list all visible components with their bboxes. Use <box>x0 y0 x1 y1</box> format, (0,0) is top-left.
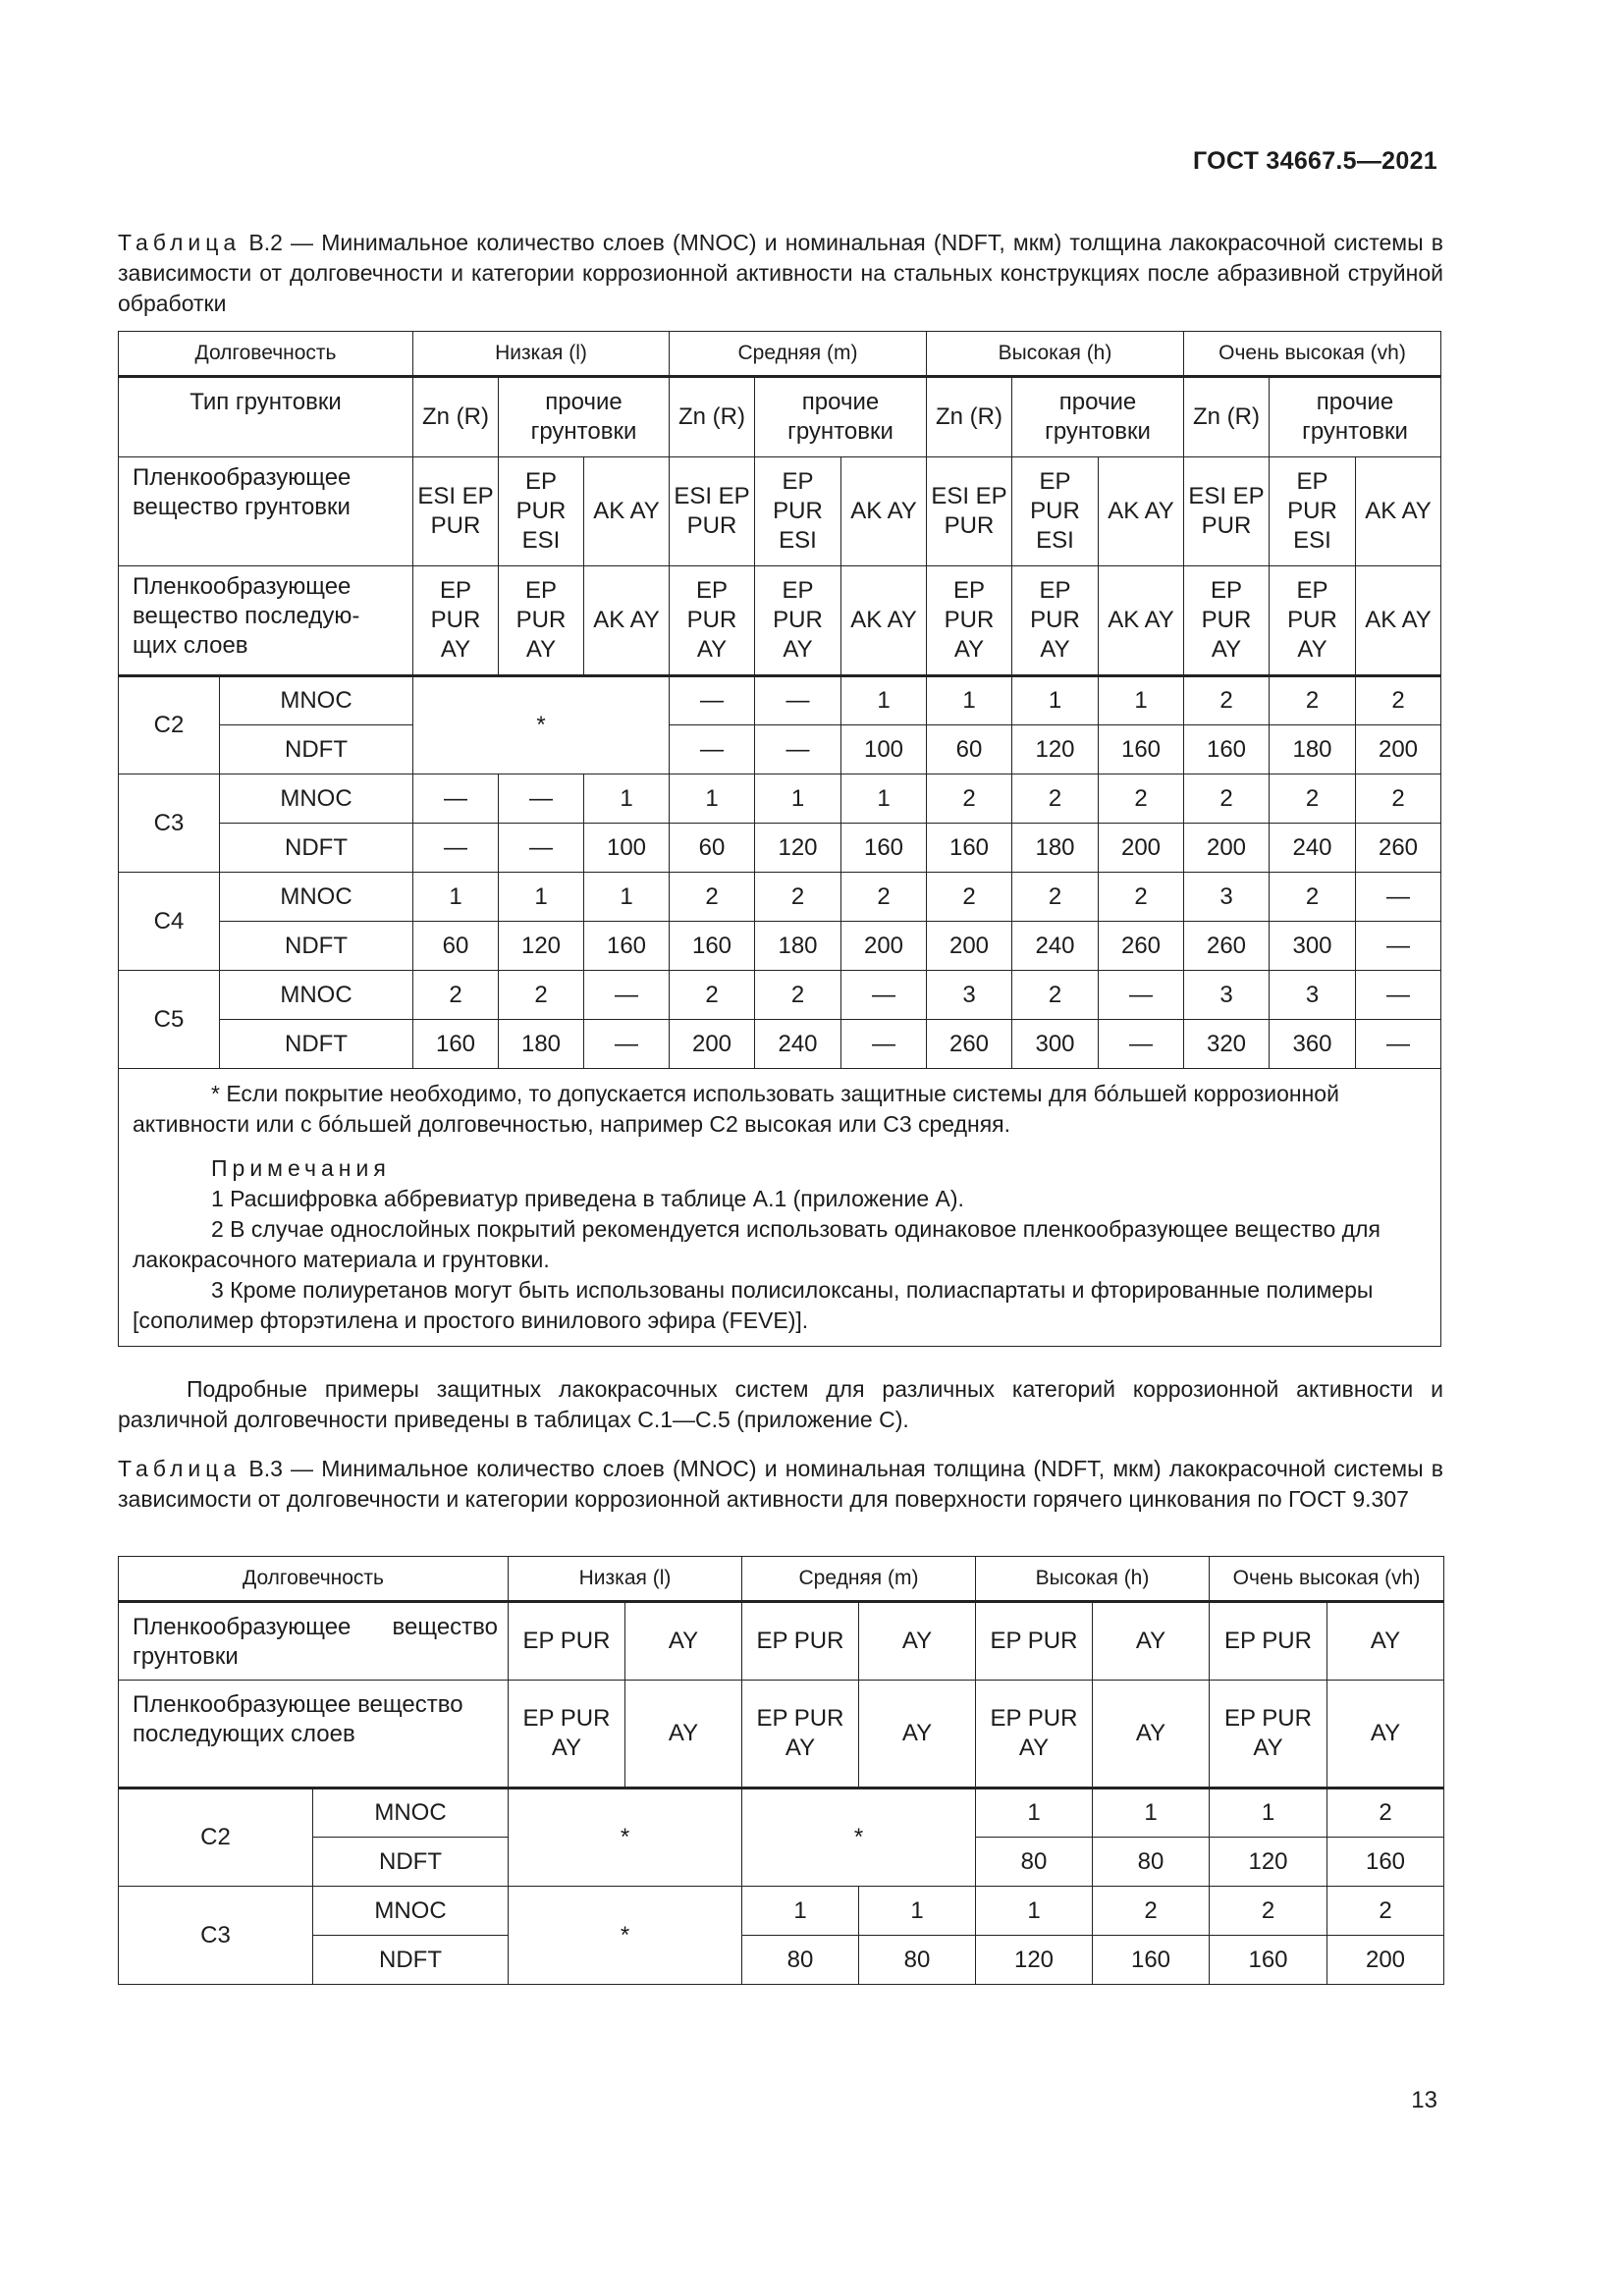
value-cell: 1 <box>1012 676 1099 725</box>
value-cell: — <box>413 774 499 824</box>
value-cell: 2 <box>1012 873 1099 922</box>
value-cell: — <box>1356 873 1441 922</box>
durability-row <box>119 332 1441 377</box>
primer-other: прочие грунтовки <box>1270 377 1441 457</box>
value-cell: 160 <box>1099 725 1184 774</box>
binder-cell: ESI EP PUR <box>927 457 1012 566</box>
value-cell: 320 <box>1184 1020 1270 1069</box>
binder-cell: EP PUR <box>509 1602 625 1681</box>
value-cell: 160 <box>584 922 670 971</box>
value-cell: 200 <box>1184 824 1270 873</box>
subsequent-binder-label: Пленкообразующее вещество последую-щих слоев <box>119 566 413 676</box>
binder-cell: ESI EP PUR <box>670 457 755 566</box>
value-cell: 2 <box>1184 774 1270 824</box>
binder-cell: EP PUR ESI <box>499 457 584 566</box>
ndft-label: NDFT <box>220 1020 413 1069</box>
primer-binder-row <box>119 457 1441 566</box>
value-cell: 60 <box>413 922 499 971</box>
value-cell: 2 <box>927 774 1012 824</box>
category-c3: C3 <box>119 774 220 873</box>
ndft-label: NDFT <box>220 725 413 774</box>
value-cell: 2 <box>1184 676 1270 725</box>
primer-other: прочие грунтовки <box>755 377 927 457</box>
binder-cell: AK AY <box>1099 457 1184 566</box>
table-row <box>119 971 1441 1020</box>
value-cell: 2 <box>1012 971 1099 1020</box>
binder-cell: AY <box>1093 1602 1210 1681</box>
binder-cell: ESI EP PUR <box>413 457 499 566</box>
value-cell: 1 <box>976 1887 1093 1936</box>
binder-cell: AY <box>625 1602 742 1681</box>
value-cell: 1 <box>1099 676 1184 725</box>
value-cell: — <box>499 774 584 824</box>
binder-cell: EP PUR <box>742 1602 859 1681</box>
table-notes <box>119 1069 1441 1347</box>
value-cell: 200 <box>1356 725 1441 774</box>
value-cell: 80 <box>976 1838 1093 1887</box>
binder-cell: EP PUR AY <box>1270 566 1356 676</box>
ndft-label: NDFT <box>220 824 413 873</box>
value-cell: 3 <box>1184 873 1270 922</box>
binder-cell: AK AY <box>1099 566 1184 676</box>
value-cell: 2 <box>1356 774 1441 824</box>
binder-cell: EP PUR AY <box>755 566 841 676</box>
value-cell: 2 <box>413 971 499 1020</box>
binder-cell: EP PUR AY <box>1210 1681 1327 1789</box>
mnoc-label: MNOC <box>220 971 413 1020</box>
table-b3 <box>118 1556 1444 1985</box>
binder-cell: AK AY <box>841 566 927 676</box>
value-cell: 2 <box>1327 1887 1444 1936</box>
table-b2 <box>118 331 1441 1347</box>
table-row <box>119 676 1441 725</box>
durability-very-high: Очень высокая (vh) <box>1184 332 1441 377</box>
value-cell: 160 <box>413 1020 499 1069</box>
binder-cell: EP PUR AY <box>742 1681 859 1789</box>
value-cell: 200 <box>1099 824 1184 873</box>
value-cell: 1 <box>859 1887 976 1936</box>
category-c3: C3 <box>119 1887 313 1985</box>
value-cell: 160 <box>1093 1936 1210 1985</box>
note-item: 2 В случае однослойных покрытий рекомендуется использовать одинаковое пленкообразующее вещество для лакокрасочного материала и грунтовки. <box>133 1216 1380 1272</box>
value-cell: 1 <box>841 774 927 824</box>
value-cell: 1 <box>976 1789 1093 1838</box>
table-row <box>119 1789 1444 1838</box>
value-cell: 2 <box>1012 774 1099 824</box>
value-cell: — <box>1099 971 1184 1020</box>
value-cell: 120 <box>499 922 584 971</box>
body-paragraph: Подробные примеры защитных лакокрасочных систем для различных категорий коррозионной активности и различной долговечности приведены в таблицах С.1—С.5 (приложение С). <box>118 1376 1443 1432</box>
value-cell: 2 <box>1270 676 1356 725</box>
durability-high: Высокая (h) <box>927 332 1184 377</box>
table-row <box>119 725 1441 774</box>
binder-cell: EP PUR ESI <box>1270 457 1356 566</box>
subsequent-binder-label: Пленкообразующее вещество последующих слоев <box>119 1681 509 1789</box>
table-b2-caption <box>118 228 1443 319</box>
value-cell: 1 <box>742 1887 859 1936</box>
star-cell: * <box>413 676 670 774</box>
subsequent-binder-row <box>119 1681 1444 1789</box>
primer-type-row <box>119 377 1441 457</box>
value-cell: 1 <box>413 873 499 922</box>
star-cell: * <box>509 1789 742 1887</box>
primer-zn: Zn (R) <box>927 377 1012 457</box>
value-cell: 240 <box>755 1020 841 1069</box>
value-cell: 160 <box>1210 1936 1327 1985</box>
primer-zn: Zn (R) <box>413 377 499 457</box>
value-cell: 180 <box>1012 824 1099 873</box>
primer-binder-row <box>119 1602 1444 1681</box>
notes-title: Примечания <box>211 1155 391 1181</box>
value-cell: 3 <box>927 971 1012 1020</box>
value-cell: — <box>413 824 499 873</box>
value-cell: 160 <box>841 824 927 873</box>
binder-cell: EP PUR ESI <box>1012 457 1099 566</box>
value-cell: 2 <box>755 971 841 1020</box>
caption-label: Таблица <box>118 1456 242 1481</box>
value-cell: — <box>841 1020 927 1069</box>
value-cell: 1 <box>584 774 670 824</box>
value-cell: 2 <box>1327 1789 1444 1838</box>
value-cell: — <box>1356 922 1441 971</box>
caption-text: В.3 — Минимальное количество слоев (MNOC) и номинальная толщина (NDFT, мкм) лакокрасочной системы в зависимости от долговечности и категории коррозионной активности для поверхности горячего цинкования по ГОСТ 9.307 <box>118 1456 1443 1512</box>
binder-cell: AY <box>1093 1681 1210 1789</box>
star-cell: * <box>509 1887 742 1985</box>
category-c4: C4 <box>119 873 220 971</box>
value-cell: 3 <box>1184 971 1270 1020</box>
mnoc-label: MNOC <box>220 873 413 922</box>
value-cell: 160 <box>1184 725 1270 774</box>
binder-cell: EP PUR AY <box>670 566 755 676</box>
value-cell: 160 <box>1327 1838 1444 1887</box>
binder-cell: AY <box>625 1681 742 1789</box>
binder-cell: EP PUR <box>1210 1602 1327 1681</box>
standard-header: ГОСТ 34667.5—2021 <box>1192 147 1437 175</box>
value-cell: 2 <box>841 873 927 922</box>
durability-very-high: Очень высокая (vh) <box>1210 1557 1444 1602</box>
value-cell: 80 <box>859 1936 976 1985</box>
value-cell: 200 <box>1327 1936 1444 1985</box>
binder-cell: AK AY <box>584 457 670 566</box>
binder-cell: EP PUR ESI <box>755 457 841 566</box>
value-cell: — <box>755 725 841 774</box>
value-cell: 2 <box>927 873 1012 922</box>
value-cell: — <box>584 1020 670 1069</box>
value-cell: 1 <box>1093 1789 1210 1838</box>
value-cell: 180 <box>1270 725 1356 774</box>
value-cell: 260 <box>1356 824 1441 873</box>
table-row <box>119 1936 1444 1985</box>
primer-zn: Zn (R) <box>1184 377 1270 457</box>
binder-cell: EP PUR <box>976 1602 1093 1681</box>
notes-row <box>119 1069 1441 1347</box>
binder-cell: EP PUR AY <box>499 566 584 676</box>
value-cell: 2 <box>670 971 755 1020</box>
binder-cell: AK AY <box>1356 566 1441 676</box>
table-row <box>119 774 1441 824</box>
category-c5: C5 <box>119 971 220 1069</box>
value-cell: 1 <box>1210 1789 1327 1838</box>
mnoc-label: MNOC <box>220 774 413 824</box>
table-row <box>119 1887 1444 1936</box>
category-c2: C2 <box>119 1789 313 1887</box>
binder-cell: AY <box>1327 1602 1444 1681</box>
durability-medium: Средняя (m) <box>742 1557 976 1602</box>
primer-binder-label: Пленкообразующее вещество грунтовки <box>119 1602 509 1681</box>
mnoc-label: MNOC <box>313 1887 509 1936</box>
value-cell: 240 <box>1270 824 1356 873</box>
value-cell: — <box>499 824 584 873</box>
value-cell: 260 <box>1184 922 1270 971</box>
durability-label: Долговечность <box>119 332 413 377</box>
binder-cell: AY <box>859 1681 976 1789</box>
mnoc-label: MNOC <box>313 1789 509 1838</box>
table-row <box>119 922 1441 971</box>
value-cell: 80 <box>1093 1838 1210 1887</box>
value-cell: 2 <box>1356 676 1441 725</box>
binder-cell: ESI EP PUR <box>1184 457 1270 566</box>
value-cell: 3 <box>1270 971 1356 1020</box>
primer-other: прочие грунтовки <box>499 377 670 457</box>
value-cell: 1 <box>841 676 927 725</box>
table-row <box>119 873 1441 922</box>
binder-cell: EP PUR AY <box>976 1681 1093 1789</box>
value-cell: — <box>841 971 927 1020</box>
value-cell: 1 <box>670 774 755 824</box>
binder-cell: AK AY <box>584 566 670 676</box>
value-cell: 1 <box>927 676 1012 725</box>
value-cell: 60 <box>670 824 755 873</box>
table-row <box>119 1020 1441 1069</box>
caption-text: В.2 — Минимальное количество слоев (MNOC) и номинальная (NDFT, мкм) толщина лакокрасочной системы в зависимости от долговечности и категории коррозионной активности на стальных конструкциях после абразивной струйной обработки <box>118 230 1443 316</box>
binder-cell: AK AY <box>841 457 927 566</box>
page-number: 13 <box>1411 2087 1437 2113</box>
value-cell: 2 <box>1210 1887 1327 1936</box>
value-cell: 180 <box>755 922 841 971</box>
value-cell: 1 <box>499 873 584 922</box>
value-cell: 2 <box>670 873 755 922</box>
value-cell: 260 <box>927 1020 1012 1069</box>
ndft-label: NDFT <box>220 922 413 971</box>
durability-label: Долговечность <box>119 1557 509 1602</box>
value-cell: 2 <box>1270 873 1356 922</box>
value-cell: 120 <box>755 824 841 873</box>
value-cell: 100 <box>841 725 927 774</box>
note-item: 1 Расшифровка аббревиатур приведена в таблице А.1 (приложение А). <box>211 1186 964 1211</box>
value-cell: 120 <box>1012 725 1099 774</box>
ndft-label: NDFT <box>313 1936 509 1985</box>
value-cell: 2 <box>1099 774 1184 824</box>
note-item: 3 Кроме полиуретанов могут быть использованы полисилоксаны, полиаспартаты и фторированные полимеры [сополимер фторэтилена и простого винилового эфира (FEVE)]. <box>133 1277 1374 1333</box>
binder-cell: EP PUR AY <box>509 1681 625 1789</box>
table-b3-caption <box>118 1454 1443 1515</box>
value-cell: — <box>584 971 670 1020</box>
binder-cell: EP PUR AY <box>413 566 499 676</box>
value-cell: 1 <box>755 774 841 824</box>
value-cell: 100 <box>584 824 670 873</box>
value-cell: 300 <box>1270 922 1356 971</box>
value-cell: 200 <box>670 1020 755 1069</box>
durability-high: Высокая (h) <box>976 1557 1210 1602</box>
value-cell: — <box>670 725 755 774</box>
value-cell: 160 <box>670 922 755 971</box>
durability-medium: Средняя (m) <box>670 332 927 377</box>
value-cell: 160 <box>927 824 1012 873</box>
value-cell: 120 <box>1210 1838 1327 1887</box>
binder-cell: AY <box>859 1602 976 1681</box>
primer-other: прочие грунтовки <box>1012 377 1184 457</box>
primer-zn: Zn (R) <box>670 377 755 457</box>
value-cell: 300 <box>1012 1020 1099 1069</box>
value-cell: 60 <box>927 725 1012 774</box>
primer-binder-label: Пленкообразующее вещество грунтовки <box>119 457 413 566</box>
value-cell: 360 <box>1270 1020 1356 1069</box>
binder-cell: AK AY <box>1356 457 1441 566</box>
star-cell: * <box>742 1789 976 1887</box>
category-c2: C2 <box>119 676 220 774</box>
binder-cell: EP PUR AY <box>1012 566 1099 676</box>
binder-cell: AY <box>1327 1681 1444 1789</box>
value-cell: 240 <box>1012 922 1099 971</box>
value-cell: 180 <box>499 1020 584 1069</box>
binder-cell: EP PUR AY <box>927 566 1012 676</box>
value-cell: 2 <box>1270 774 1356 824</box>
durability-low: Низкая (l) <box>509 1557 742 1602</box>
value-cell: — <box>1356 1020 1441 1069</box>
value-cell: 200 <box>927 922 1012 971</box>
value-cell: 120 <box>976 1936 1093 1985</box>
binder-cell: EP PUR AY <box>1184 566 1270 676</box>
value-cell: 200 <box>841 922 927 971</box>
subsequent-binder-row <box>119 566 1441 676</box>
value-cell: — <box>1356 971 1441 1020</box>
value-cell: 2 <box>1099 873 1184 922</box>
ndft-label: NDFT <box>313 1838 509 1887</box>
mnoc-label: MNOC <box>220 676 413 725</box>
durability-low: Низкая (l) <box>413 332 670 377</box>
value-cell: 80 <box>742 1936 859 1985</box>
table-row <box>119 824 1441 873</box>
caption-label: Таблица <box>118 230 242 255</box>
value-cell: 2 <box>1093 1887 1210 1936</box>
value-cell: 2 <box>499 971 584 1020</box>
value-cell: 1 <box>584 873 670 922</box>
value-cell: — <box>670 676 755 725</box>
primer-type-label: Тип грунтовки <box>119 377 413 457</box>
table-footnote: * Если покрытие необходимо, то допускается использовать защитные системы для бóльшей коррозионной активности или с бóльшей долговечностью, например С2 высокая или С3 средняя. <box>133 1081 1339 1137</box>
value-cell: — <box>755 676 841 725</box>
value-cell: 2 <box>755 873 841 922</box>
value-cell: — <box>1099 1020 1184 1069</box>
value-cell: 260 <box>1099 922 1184 971</box>
durability-row <box>119 1557 1444 1602</box>
